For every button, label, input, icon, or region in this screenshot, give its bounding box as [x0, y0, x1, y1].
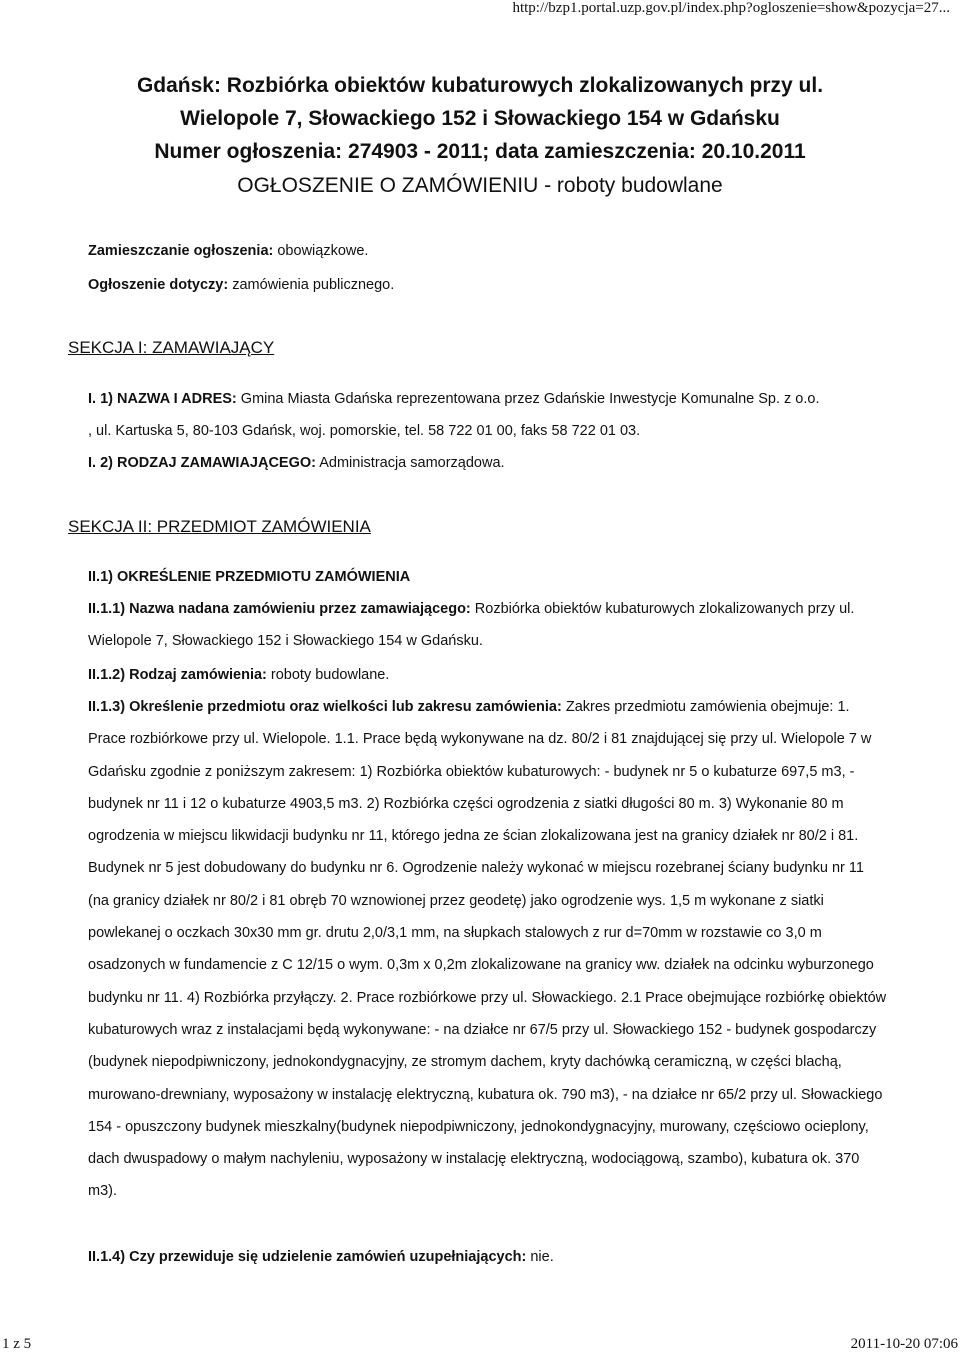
section-2-heading: SEKCJA II: PRZEDMIOT ZAMÓWIENIA — [68, 517, 371, 536]
contract-kind-label: II.1.2) Rodzaj zamówienia: — [88, 667, 267, 683]
contract-scope-label: II.1.3) Określenie przedmiotu oraz wielkości lub zakresu zamówienia: — [88, 699, 562, 715]
contracting-authority-type-label: I. 2) RODZAJ ZAMAWIAJĄCEGO: — [88, 455, 316, 471]
contract-kind-value: roboty budowlane. — [266, 667, 390, 683]
placement-row — [88, 243, 368, 259]
concerns-value: zamówienia publicznego. — [228, 277, 395, 293]
supplementary-orders-label: II.1.4) Czy przewiduje się udzielenie zamówień uzupełniających: — [88, 1249, 527, 1265]
title-line-1: Gdańsk: Rozbiórka obiektów kubaturowych zlokalizowanych przy ul. — [136, 74, 824, 97]
section-1-heading: SEKCJA I: ZAMAWIAJĄCY — [68, 338, 275, 357]
title-line-2: Wielopole 7, Słowackiego 152 i Słowackiego 154 w Gdańsku — [180, 107, 780, 130]
supplementary-orders-value: nie. — [526, 1249, 554, 1265]
title-line-3: Numer ogłoszenia: 274903 - 2011; data zamieszczenia: 20.10.2011 — [154, 140, 806, 163]
contracting-authority-address: , ul. Kartuska 5, 80-103 Gdańsk, woj. pomorskie, tel. 58 722 01 00, faks 58 722 01 03. — [88, 423, 641, 439]
concerns-label: Ogłoszenie dotyczy: — [88, 277, 229, 293]
contracting-authority-type-row — [88, 455, 505, 471]
contracting-authority-name-row — [88, 391, 819, 407]
placement-value: obowiązkowe. — [273, 243, 369, 259]
notice-type-subtitle: OGŁOSZENIE O ZAMÓWIENIU - roboty budowlane — [237, 174, 723, 197]
contract-kind-row — [88, 667, 389, 683]
contract-name-value: Rozbiórka obiektów kubaturowych zlokalizowanych przy ul. Wielopole 7, Słowackiego 152 i Słowackiego 154 w Gdańsku. — [88, 601, 855, 650]
contract-scope-paragraph — [88, 691, 888, 1208]
section-2-sub-heading: II.1) OKREŚLENIE PRZEDMIOTU ZAMÓWIENIA — [88, 569, 411, 585]
concerns-row — [88, 277, 394, 293]
page-url: http://bzp1.portal.uzp.gov.pl/index.php?ogloszenie=show&pozycja=27... — [512, 0, 950, 16]
page-number: 1 z 5 — [2, 1336, 32, 1352]
contracting-authority-name-value: Gmina Miasta Gdańska reprezentowana przez Gdańskie Inwestycje Komunalne Sp. z o.o. — [236, 391, 820, 407]
placement-label: Zamieszczanie ogłoszenia: — [88, 243, 274, 259]
contract-name-label: II.1.1) Nazwa nadana zamówieniu przez zamawiającego: — [88, 601, 471, 617]
contract-name-paragraph — [88, 593, 888, 658]
contracting-authority-name-label: I. 1) NAZWA I ADRES: — [88, 391, 237, 407]
contract-scope-value: Zakres przedmiotu zamówienia obejmuje: 1. Prace rozbiórkowe przy ul. Wielopole. 1.1. Prace będą wykonywane na dz. 80/2 i 81 znajdującej się przy ul. Wielopole 7 w Gdańsku zgodnie z poniższym zakresem: 1) Rozbiórka obiektów kubaturowych: - budynek nr 5 o kubaturze 697,5 m3, - budynek nr 11 i 12 o kubaturze 4903,5 m3. 2) Rozbiórka części ogrodzenia z siatki długości 80 m. 3) Wykonanie 80 m ogrodzenia w miejscu likwidacji budynku nr 11, którego jedna ze ścian zlokalizowana jest na granicy działek nr 80/2 i 81. Budynek nr 5 jest dobudowany do budynku nr 6. Ogrodzenie należy wykonać w miejscu rozebranej ściany budynku nr 11 (na granicy działek nr 80/2 i 81 obręb 70 wznowionej przez geodetę) jako ogrodzenie wys. 1,5 m wykonane z siatki powlekanej o oczkach 30x30 mm gr. drutu 2,0/3,1 mm, na słupkach stalowych z rur d=70mm w rozstawie co 3,0 m osadzonych w fundamencie z C 12/15 o wym. 0,3m x 0,2m zlokalizowane na granicy ww. działek na odcinku wyburzonego budynku nr 11. 4) Rozbiórka przyłączy. 2. Prace rozbiórkowe przy ul. Słowackiego. 2.1 Prace obejmujące rozbiórkę obiektów kubaturowych wraz z instalacjami będą wykonywane: - na działce nr 67/5 przy ul. Słowackiego 152 - budynek gospodarczy (budynek niepodpiwniczony, jednokondygnacyjny, ze stromym dachem, kryty dachówką ceramiczną, w części blachą, murowano-drewniany, wyposażony w instalację elektryczną, kubatura ok. 790 m3), - na działce nr 65/2 przy ul. Słowackiego 154 - opuszczony budynek mieszkalny(budynek niepodpiwniczony, jednokondygnacyjny, murowany, częściowo ocieplony, dach dwuspadowy o małym nachyleniu, wyposażony w instalację elektryczną, wodociągową, szambo), kubatura ok. 370 m3). — [88, 699, 887, 1200]
supplementary-orders-row — [88, 1249, 554, 1265]
contracting-authority-type-value: Administracja samorządowa. — [315, 455, 505, 471]
print-datetime: 2011-10-20 07:06 — [850, 1336, 958, 1352]
